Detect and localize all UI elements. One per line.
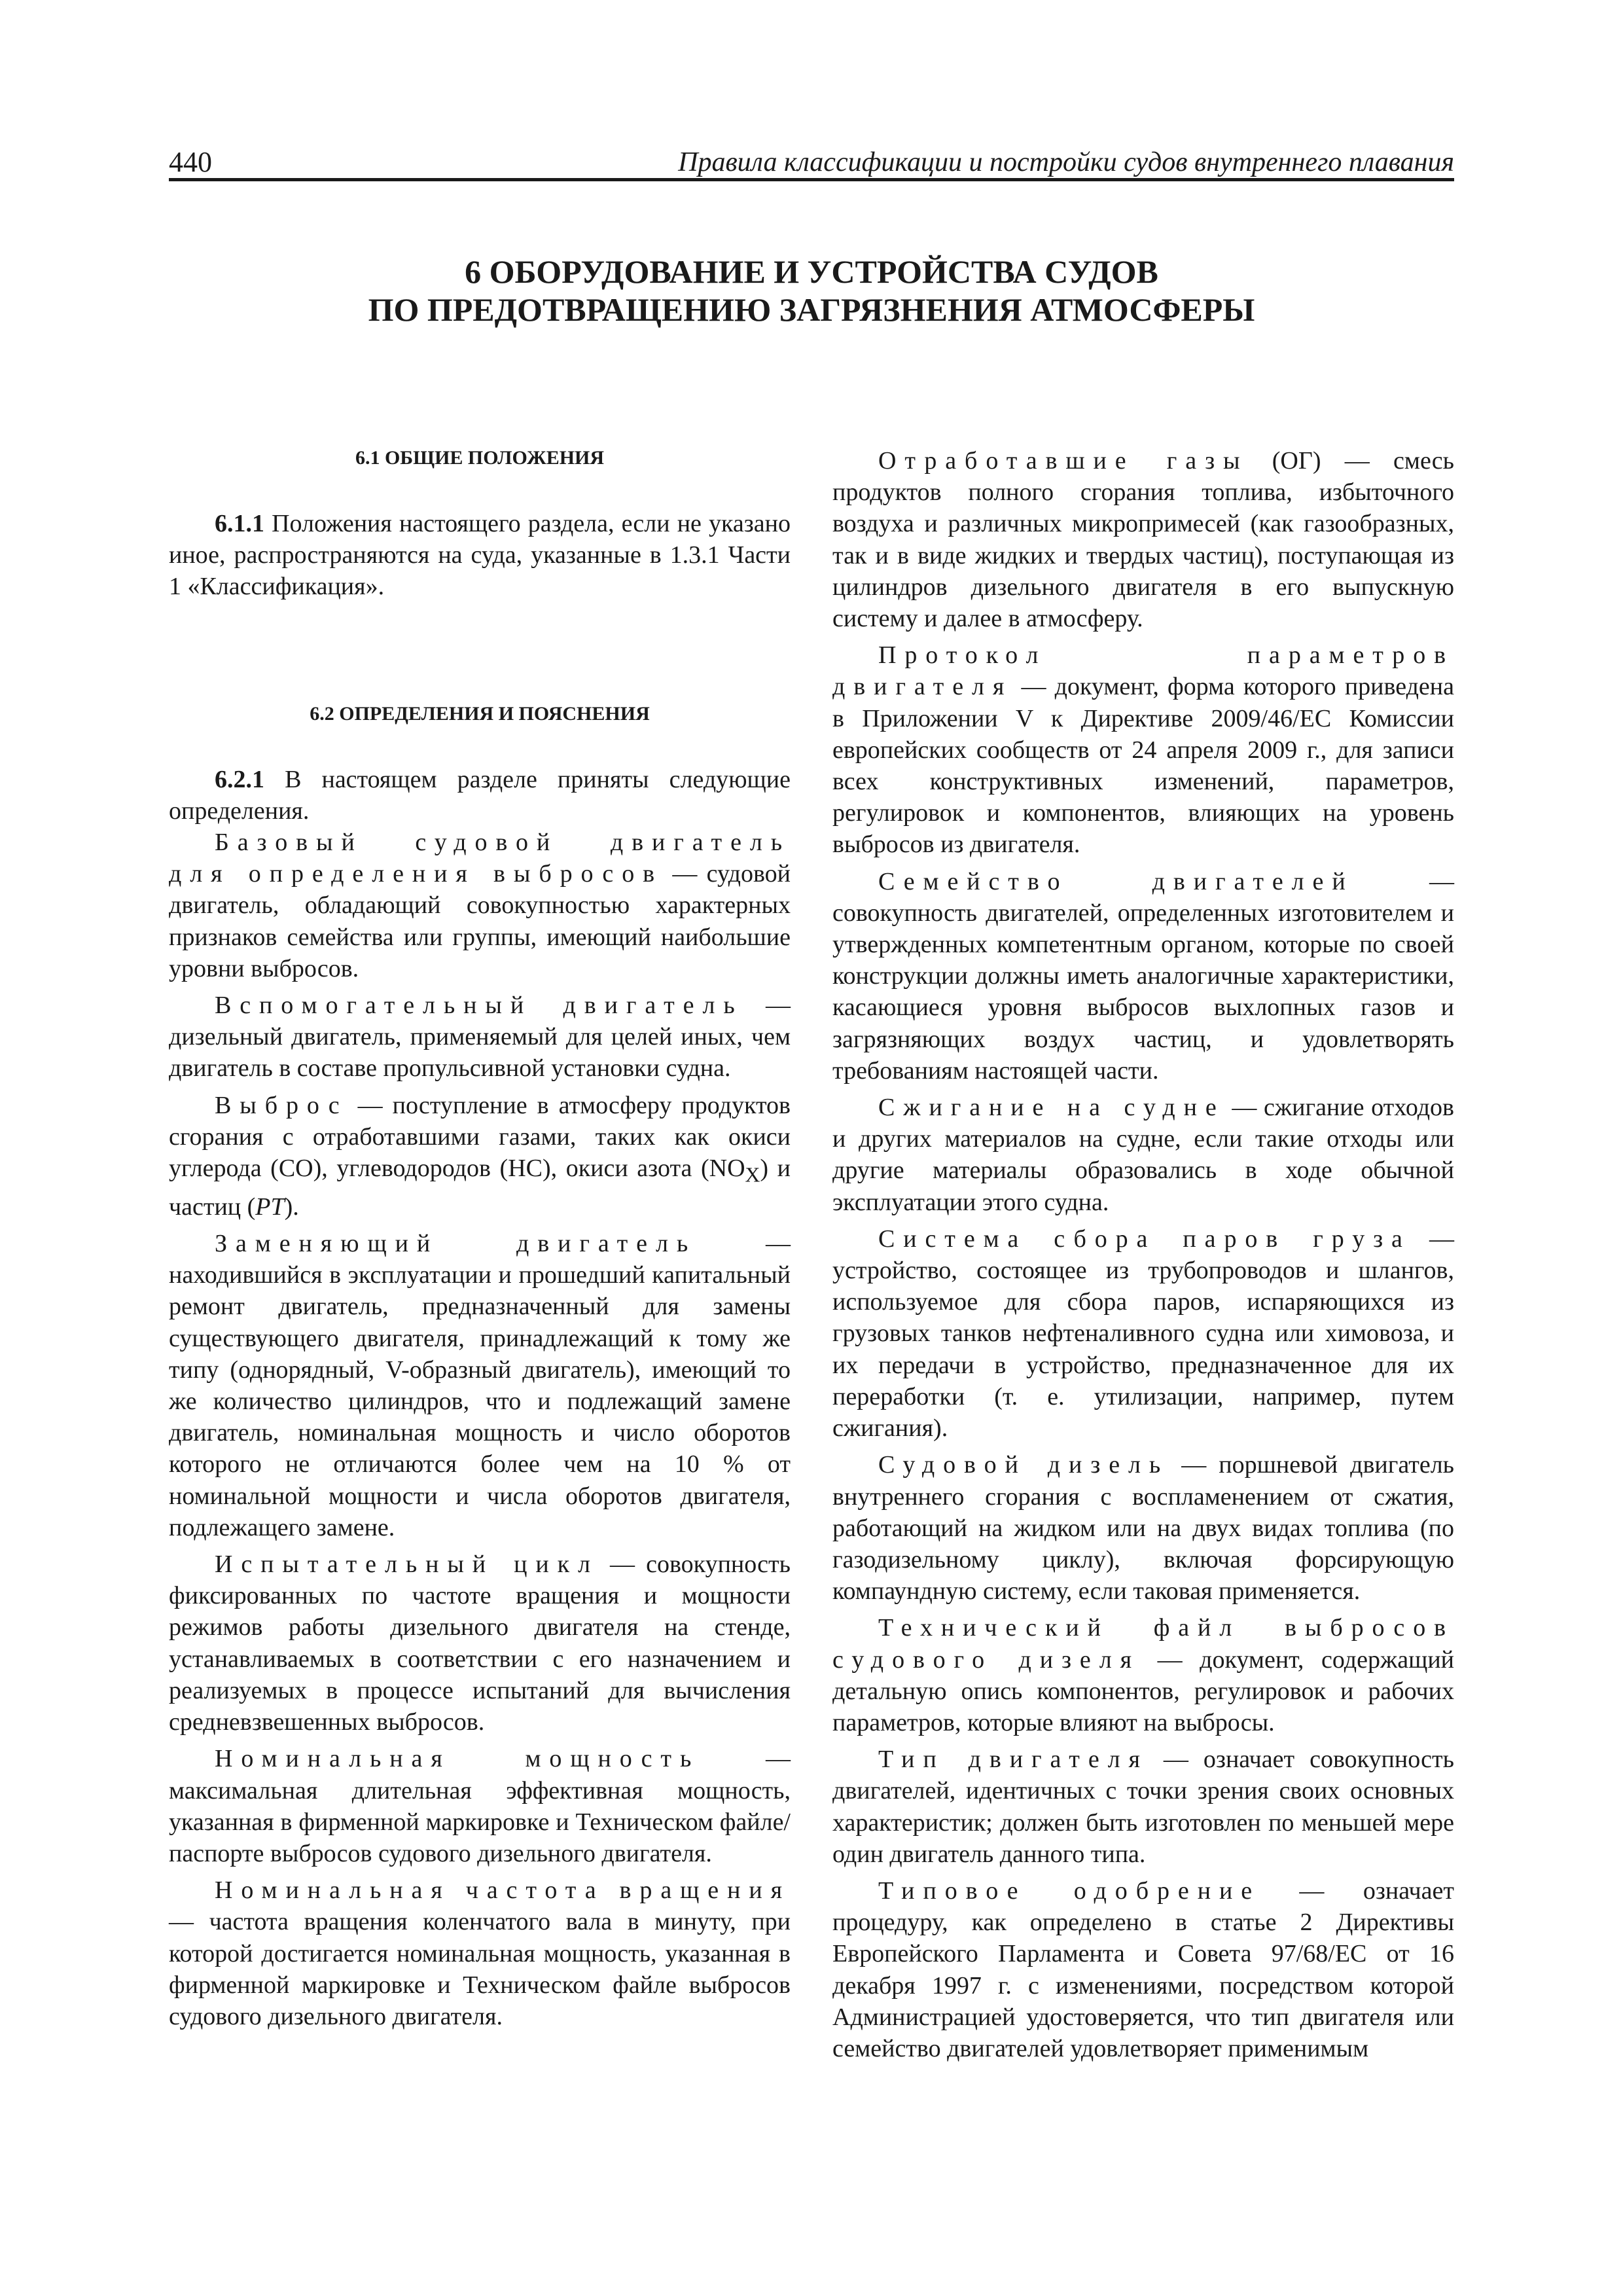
definition-term: Сжигание на судне xyxy=(878,1094,1225,1122)
definition-rated-speed xyxy=(169,1874,791,2032)
definition-engine-record xyxy=(832,639,1454,860)
definition-text: — максимальная длительная эффективная мощность, указанная в фирменной маркировке и Техническом файле/паспорте выбросов судового дизельного двигателя. xyxy=(169,1745,791,1867)
definition-term: Отработавшие газы xyxy=(878,447,1249,475)
definition-text: — находившийся в эксплуатации и прошедший капитальный ремонт двигатель, предназначенный для замены существующего двигателя, принадлежащий к тому же типу (однорядный, V-образный двигатель), имеющий то же количество цилиндров, что и подлежащий замене двигатель, номинальная мощность и число оборотов которого не отличаются более чем на 10 % от номинальной мощности и числа оборотов двигателя, подлежащего замене. xyxy=(169,1230,791,1541)
definition-text: — означает совокупность двигателей, идентичных с точки зрения своих основных характеристик; должен быть изготовлен по меньшей мере один двигатель данного типа. xyxy=(832,1746,1454,1868)
definition-type-approval xyxy=(832,1875,1454,2064)
definition-text: — означает процедуру, как определено в статье 2 Директивы Европейского Парламента и Совета 97/68/ЕС от 16 декабря 1997 г. с изменениями, посредством которой Администрацией удостоверяется, что тип двигателя или семейство двигателей удовлетворяет применимым xyxy=(832,1876,1454,2062)
right-column xyxy=(832,445,1454,2064)
clause-number: 6.1.1 xyxy=(215,510,264,537)
definition-exhaust-gases xyxy=(832,445,1454,634)
definition-engine-type xyxy=(832,1744,1454,1870)
definition-text: — поршневой двигатель внутреннего сгорания с воспламенением от сжатия, работающий на жидком или на двух видах топлива (по газодизельному циклу), включая форсирующую компаундную систему, если таковая применяется. xyxy=(832,1451,1454,1605)
definition-term: Вспомогательный двигатель xyxy=(215,992,743,1020)
definition-text-cont: ) и частиц ( xyxy=(169,1155,791,1221)
definition-test-cycle xyxy=(169,1549,791,1738)
definition-term: Испытательный цикл xyxy=(215,1551,599,1579)
nox-subscript: X xyxy=(745,1163,760,1187)
paragraph-text: Положения настоящего раздела, если не указано иное, распространяются на суда, указанные в 1.3.1 Части 1 «Классификация». xyxy=(169,510,791,601)
definition-base-engine xyxy=(169,827,791,984)
definition-rated-power xyxy=(169,1743,791,1869)
definition-text: — частота вращения коленчатого вала в минуту, при которой достигается номинальная мощность, указанная в фирменной маркировке и Техническом файле выбросов судового дизельного двигателя. xyxy=(169,1908,791,2030)
definition-auxiliary-engine xyxy=(169,990,791,1085)
definition-text: (ОГ) — смесь продуктов полного сгорания топлива, избыточного воздуха и различных микропримесей (как газообразных, так и в виде жидких и твердых частиц), поступающая из цилиндров дизельного двигателя в его выпускную систему и далее в атмосферу. xyxy=(832,447,1454,633)
definition-text: — поступление в атмосферу продуктов сгорания с отработавшими газами, таких как окиси углерода (CO), углеводородов (HC), окиси азота (NO xyxy=(169,1091,791,1183)
paragraph-text: В настоящем разделе приняты следующие определения. xyxy=(169,765,791,825)
definition-text: — дизельный двигатель, применяемый для целей иных, чем двигатель в составе пропульсивной установки судна. xyxy=(169,992,791,1083)
definition-engine-family xyxy=(832,866,1454,1086)
definition-term: Заменяющий двигатель xyxy=(215,1230,697,1258)
section-6-1-heading: 6.1 ОБЩИЕ ПОЛОЖЕНИЯ xyxy=(355,447,605,469)
definition-term: Номинальная частота вращения xyxy=(215,1876,791,1905)
running-title: Правила классификации и постройки судов внутреннего плавания xyxy=(678,147,1454,177)
definition-replacing-engine xyxy=(169,1228,791,1543)
definition-vapour-collection xyxy=(832,1223,1454,1444)
definition-text: — совокупность фиксированных по частоте вращения и мощности режимов работы дизельного двигателя на стенде, устанавливаемых в соответствии с его назначением и реализуемых в процессе испытаний для вычисления средневзвешенных выбросов. xyxy=(169,1551,791,1736)
paragraph-6-1-1 xyxy=(169,508,791,603)
page-number: 440 xyxy=(169,146,212,178)
definition-text: — документ, содержащий детальную опись компонентов, регулировок и рабочих параметров, которые влияют на выбросы. xyxy=(832,1645,1455,1736)
section-6-2-heading: 6.2 ОПРЕДЕЛЕНИЯ И ПОЯСНЕНИЯ xyxy=(310,702,650,725)
definition-term: Тип двигателя xyxy=(878,1746,1149,1774)
definition-incineration xyxy=(832,1092,1454,1218)
definition-term: Протокол параметров двигателя xyxy=(832,641,1454,701)
definition-term: Номинальная мощность xyxy=(215,1745,700,1773)
definition-term: Базовый судовой двигатель для определения выбросов xyxy=(169,829,791,888)
left-column xyxy=(169,445,791,2032)
definition-text-end: ). xyxy=(284,1193,299,1221)
header-rule xyxy=(169,178,1454,181)
definition-term: Типовое одобрение xyxy=(878,1876,1260,1905)
definition-term: Система сбора паров груза xyxy=(878,1225,1411,1253)
definition-term: Семейство двигателей xyxy=(878,867,1354,895)
definition-text: — судовой двигатель, обладающий совокупностью характерных признаков семейства или группы, имеющий наибольшие уровни выбросов. xyxy=(169,860,791,982)
definition-term: Технический файл выбросов судового дизеля xyxy=(832,1614,1454,1674)
pt-symbol: PT xyxy=(255,1193,285,1221)
definition-text: — сжигание отходов и других материалов на судне, если такие отходы или другие материалы образовались в ходе обычной эксплуатации этого судна. xyxy=(832,1094,1454,1216)
definition-text: — документ, форма которого приведена в Приложении V к Директиве 2009/46/ЕС Комиссии европейских сообществ от 24 апреля 2009 г., для записи всех конструктивных изменений, параметров, регулировок и компонентов, влияющих на уровень выбросов из двигателя. xyxy=(832,673,1454,859)
clause-number: 6.2.1 xyxy=(215,765,264,793)
definition-term: Судовой дизель xyxy=(878,1451,1169,1479)
chapter-title-line-2: ПО ПРЕДОТВРАЩЕНИЮ ЗАГРЯЗНЕНИЯ АТМОСФЕРЫ xyxy=(368,291,1255,328)
chapter-title xyxy=(169,253,1454,329)
definition-technical-file xyxy=(832,1612,1454,1738)
definition-term: Выброс xyxy=(215,1091,348,1119)
definition-text: — устройство, состоящее из трубопроводов и шлангов, используемое для сбора паров, испаряющихся из грузовых танков нефтеналивного судна или химовоза, и их передачи в устройство, предназначенное для их переработки (т. е. утилизации, например, путем сжигания). xyxy=(832,1225,1454,1443)
chapter-title-line-1: 6 ОБОРУДОВАНИЕ И УСТРОЙСТВА СУДОВ xyxy=(465,253,1158,290)
definition-emission xyxy=(169,1090,791,1223)
paragraph-6-2-1 xyxy=(169,764,791,827)
definition-marine-diesel xyxy=(832,1449,1454,1607)
definition-text: — совокупность двигателей, определенных изготовителем и утвержденных компетентным органом, которые по своей конструкции должны иметь аналогичные характеристики, касающиеся уровня выбросов выхлопных газов и загрязняющих воздух частиц, и удовлетворять требованиям настоящей части. xyxy=(832,867,1455,1085)
